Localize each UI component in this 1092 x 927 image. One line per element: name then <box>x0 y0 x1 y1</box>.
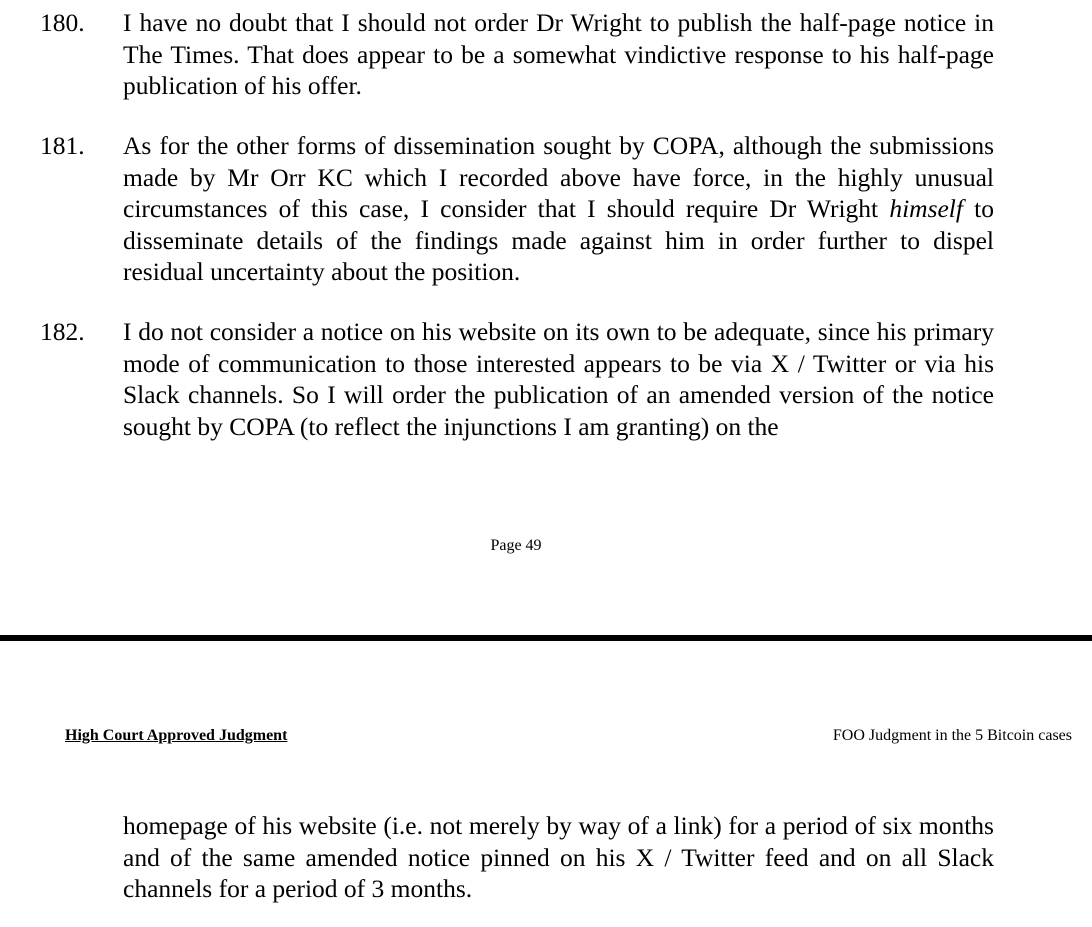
paragraph-text: I have no doubt that I should not order Dr Wright to publish the half-page notice in The Times. That does appear to be a somewhat vindictive response to his half-page publication of his offer. <box>123 8 994 100</box>
paragraph-number: 180. <box>40 8 85 37</box>
paragraph-text: homepage of his website (i.e. not merely by way of a link) for a period of six months and of the same amended notice pinned on his X / Twitter feed and on all Slack channels for a period of 3 months. <box>123 811 994 903</box>
running-header-case: FOO Judgment in the 5 Bitcoin cases <box>832 727 1072 744</box>
paragraph-180 <box>40 7 994 102</box>
page-number: Page 49 <box>490 537 542 554</box>
running-header-title: High Court Approved Judgment <box>65 727 288 744</box>
paragraph-182 <box>40 316 994 442</box>
paragraph-text <box>123 130 994 288</box>
paragraph-number: 181. <box>40 131 85 160</box>
paragraph-181 <box>40 130 994 288</box>
paragraph-number: 182. <box>40 317 85 346</box>
paragraph-text-part: to disseminate details of the findings made against him in order further to dispel residual uncertainty about the position. <box>123 194 994 286</box>
paragraph-text: I do not consider a notice on his website on its own to be adequate, since his primary mode of communication to those interested appears to be via X / Twitter or via his Slack channels. So I will order the publication of an amended version of the notice sought by COPA (to reflect the injunctions I am granting) on the <box>123 317 994 441</box>
paragraph-text-part: As for the other forms of dissemination sought by COPA, although the submissions made by Mr Orr KC which I recorded above have force, in the highly unusual circumstances of this case, I consider that I should require Dr Wright <box>123 131 994 223</box>
page-break-divider <box>0 635 1092 641</box>
paragraph-182-continuation <box>40 810 994 905</box>
emphasized-text: himself <box>889 194 963 223</box>
